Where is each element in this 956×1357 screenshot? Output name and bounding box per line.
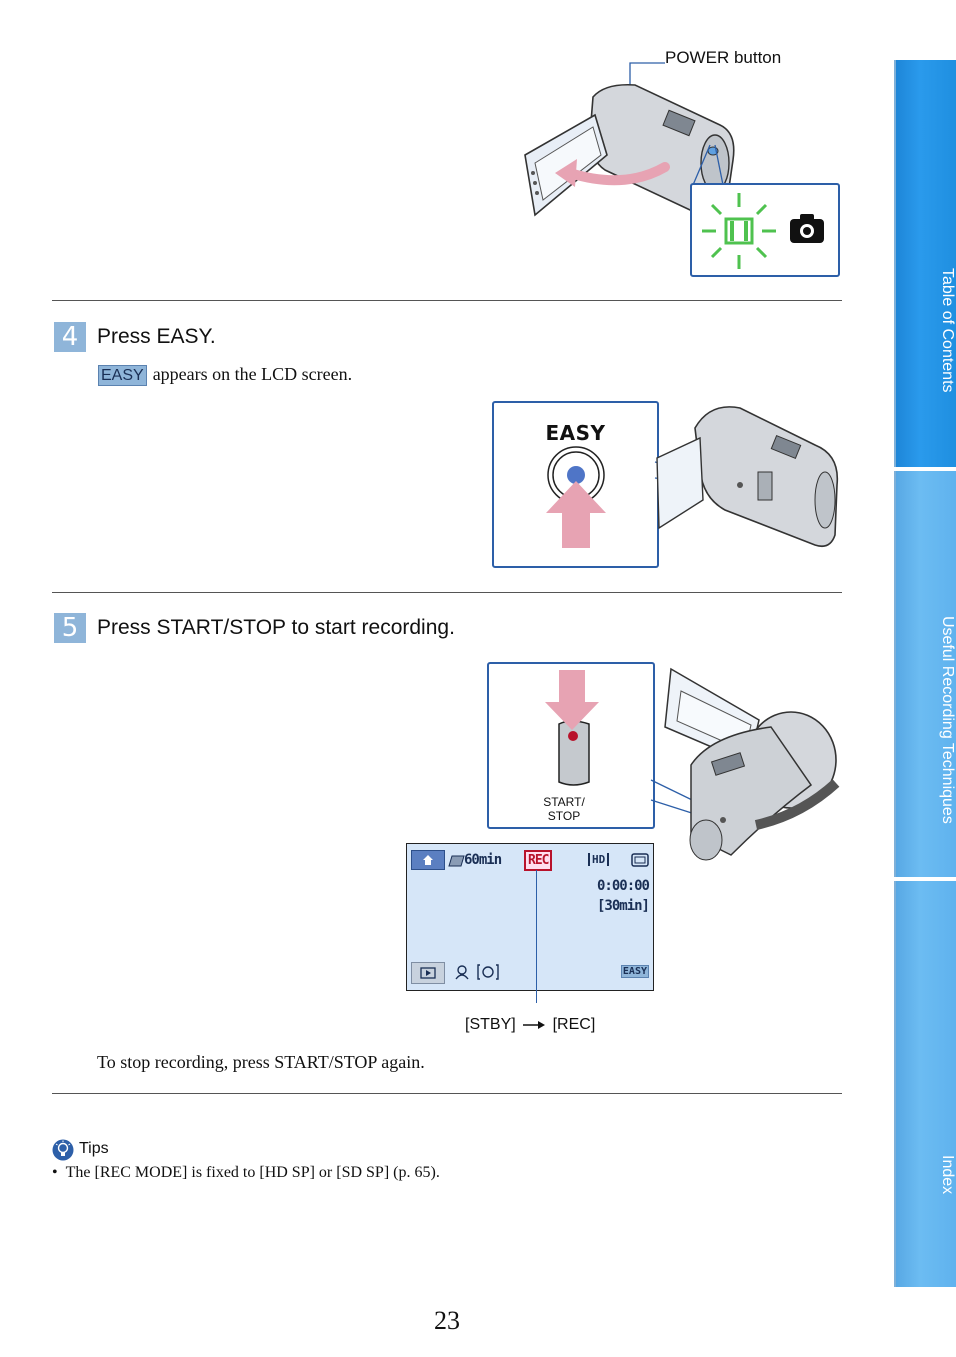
- step-number: 5: [54, 613, 86, 643]
- start-stop-callout: [487, 662, 655, 829]
- play-icon: [412, 963, 444, 983]
- right-arrow-icon: [522, 1020, 546, 1030]
- step-body: [98, 364, 352, 386]
- start-stop-label-line1: START/: [543, 795, 585, 809]
- camcorder-record-illustration: [651, 665, 846, 865]
- playback-button[interactable]: [411, 962, 445, 984]
- home-button[interactable]: [411, 850, 445, 870]
- tab-table-of-contents[interactable]: [894, 60, 956, 467]
- start-stop-label-line2: STOP: [547, 809, 581, 823]
- mode-lamp-callout: [690, 183, 840, 277]
- home-icon: [412, 851, 444, 869]
- status-from: [STBY]: [465, 1016, 516, 1033]
- tab-label: Table of Contents: [939, 268, 956, 393]
- tips-item-text: The [REC MODE] is fixed to [HD SP] or [SD SP] (p. 65).: [65, 1164, 440, 1181]
- rec-leader-line: [536, 870, 537, 1003]
- remaining-rec-time: [30min]: [596, 898, 649, 914]
- tips-heading: Tips: [79, 1140, 109, 1157]
- tab-label: Useful Recording Techniques: [939, 616, 956, 824]
- status-caption: [465, 1016, 595, 1034]
- media-icon: [631, 853, 649, 867]
- tab-index[interactable]: [894, 881, 956, 1287]
- easy-badge: EASY: [98, 365, 147, 386]
- photo-mode-icon: [788, 213, 828, 245]
- lcd-screen: [406, 843, 654, 991]
- status-to: [REC]: [552, 1016, 596, 1033]
- tab-useful-recording-techniques[interactable]: [894, 471, 956, 877]
- remaining-battery: 60min: [464, 852, 502, 868]
- step-body-text: appears on the LCD screen.: [152, 364, 353, 384]
- bullet: •: [52, 1164, 58, 1181]
- step-title: Press START/STOP to start recording.: [97, 616, 455, 639]
- tips-lightbulb-icon: [52, 1139, 74, 1161]
- tips-item: [52, 1164, 440, 1182]
- camcorder-easy-illustration: [655, 400, 845, 555]
- power-button-label: POWER button: [665, 48, 782, 67]
- hd-indicator: HD: [588, 853, 609, 866]
- easy-label: EASY: [545, 421, 606, 445]
- step-title: Press EASY.: [97, 325, 216, 348]
- time-counter: 0:00:00: [596, 878, 649, 894]
- easy-indicator: EASY: [622, 966, 647, 977]
- face-detection-icon: [477, 964, 499, 980]
- divider: [52, 300, 842, 301]
- stop-instruction: To stop recording, press START/STOP again.: [97, 1052, 425, 1072]
- easy-button-icon: [494, 403, 657, 566]
- scene-icon: [453, 964, 471, 980]
- step-number: 4: [54, 322, 86, 352]
- rec-indicator: REC: [524, 850, 552, 871]
- divider: [52, 1093, 842, 1094]
- page-number: 23: [434, 1306, 460, 1335]
- tab-label: Index: [939, 1154, 956, 1195]
- divider: [52, 592, 842, 593]
- battery-icon: [449, 855, 465, 867]
- easy-button-callout: [492, 401, 659, 568]
